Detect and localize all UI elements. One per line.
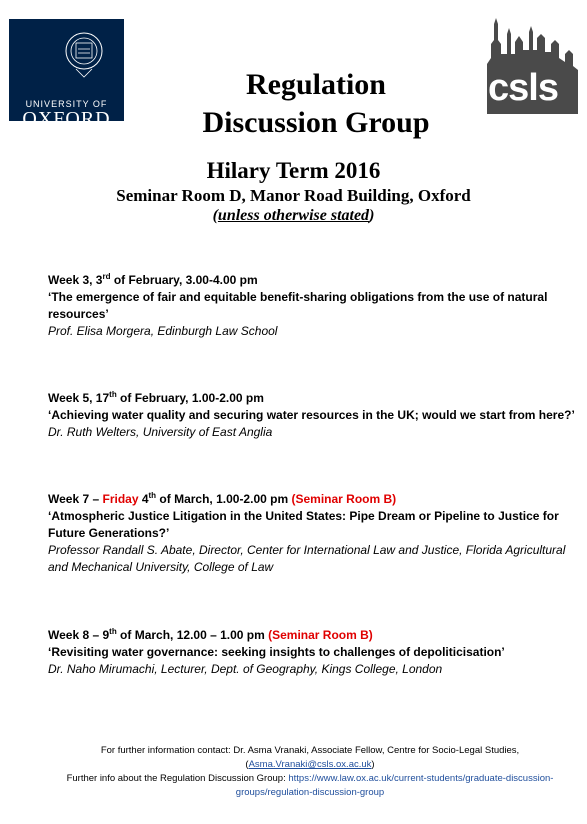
seminar-title: ‘The emergence of fair and equitable benefit-sharing obligations from the use of natural resources’ <box>48 290 548 321</box>
speaker-affiliation-school: , College of Law <box>187 560 274 574</box>
room-note: (Seminar Room B) <box>268 628 373 642</box>
term-heading: Hilary Term 2016 <box>206 158 381 183</box>
university-of-oxford-logo <box>9 19 124 130</box>
footer-info-label: Further info about the Regulation Discussion Group: <box>66 773 289 784</box>
csls-wordmark: csls <box>488 67 558 109</box>
footer-email-line <box>40 758 580 772</box>
date-day: Friday <box>102 492 139 506</box>
date-rest: of February, 1.00-2.00 pm <box>116 391 264 405</box>
seminar-week-3 <box>48 272 583 340</box>
seminar-week-7 <box>48 491 583 576</box>
seminar-speaker: Dr. Ruth Welters, University of East Anglia <box>48 425 273 439</box>
date-week: Week 7 – <box>48 492 103 506</box>
speaker-name: Professor Randall S. Abate <box>48 543 193 557</box>
seminar-date <box>48 390 583 407</box>
speaker-affiliation: , Director, Center for International Law and Justice, Florida Agricultural and Mechanical University <box>48 543 566 574</box>
group-url-link[interactable]: https://www.law.ox.ac.uk/current-students/graduate-discussion-groups/regulation-discussion-group <box>235 773 554 798</box>
seminar-speaker: Prof. Elisa Morgera, Edinburgh Law School <box>48 324 278 338</box>
date-rest: of March, 1.00-2.00 pm <box>156 492 292 506</box>
seminar-date <box>48 272 583 289</box>
footer <box>40 744 580 800</box>
note-text: unless otherwise stated <box>217 207 370 224</box>
csls-logo <box>485 14 580 114</box>
date-day-number: 4 <box>138 492 149 506</box>
note-close: ) <box>369 207 375 224</box>
date-week: Week 5, 17 <box>48 391 110 405</box>
seminar-speaker <box>48 542 583 576</box>
title-line2: Discussion Group <box>202 106 430 139</box>
date-rest: of February, 3.00-4.00 pm <box>110 273 258 287</box>
date-suffix: th <box>148 491 157 500</box>
page-title <box>140 66 492 142</box>
room-note: (Seminar Room B) <box>291 492 397 506</box>
date-week: Week 3, 3 <box>48 273 103 287</box>
seminar-title: ‘Achieving water quality and securing water resources in the UK; would we start from here?’ <box>48 408 575 422</box>
seminar-title: ‘Revisiting water governance: seeking insights to challenges of depoliticisation’ <box>48 645 505 659</box>
venue-heading: Seminar Room D, Manor Road Building, Oxford <box>116 186 471 205</box>
email-open: ( <box>245 759 249 770</box>
contact-email-link[interactable]: Asma.Vranaki@csls.ox.ac.uk <box>248 759 372 770</box>
email-close: ) <box>371 759 375 770</box>
oxford-logo-line2: OXFORD <box>22 108 111 130</box>
oxford-crest-icon <box>64 29 104 79</box>
seminar-week-8 <box>48 627 583 678</box>
date-suffix: th <box>109 627 117 636</box>
footer-contact: For further information contact: Dr. Asma Vranaki, Associate Fellow, Centre for Socio-Legal Studies, <box>100 745 520 756</box>
date-week: Week 8 – 9 <box>48 628 110 642</box>
oxford-logo-line1: UNIVERSITY OF <box>25 99 108 109</box>
date-suffix: th <box>109 390 117 399</box>
date-suffix: rd <box>102 272 111 281</box>
venue-note <box>0 207 587 225</box>
seminar-title: ‘Atmospheric Justice Litigation in the United States: Pipe Dream or Pipeline to Justice for Future Generations?’ <box>48 509 559 540</box>
seminar-week-5 <box>48 390 583 441</box>
title-line1: Regulation <box>245 68 386 101</box>
seminar-date <box>48 491 583 508</box>
date-rest: of March, 12.00 – 1.00 pm <box>116 628 269 642</box>
note-open: ( <box>212 207 218 224</box>
seminar-speaker: Dr. Naho Mirumachi, Lecturer, Dept. of Geography, Kings College, London <box>48 662 443 676</box>
seminar-date <box>48 627 583 644</box>
footer-info <box>40 772 580 800</box>
